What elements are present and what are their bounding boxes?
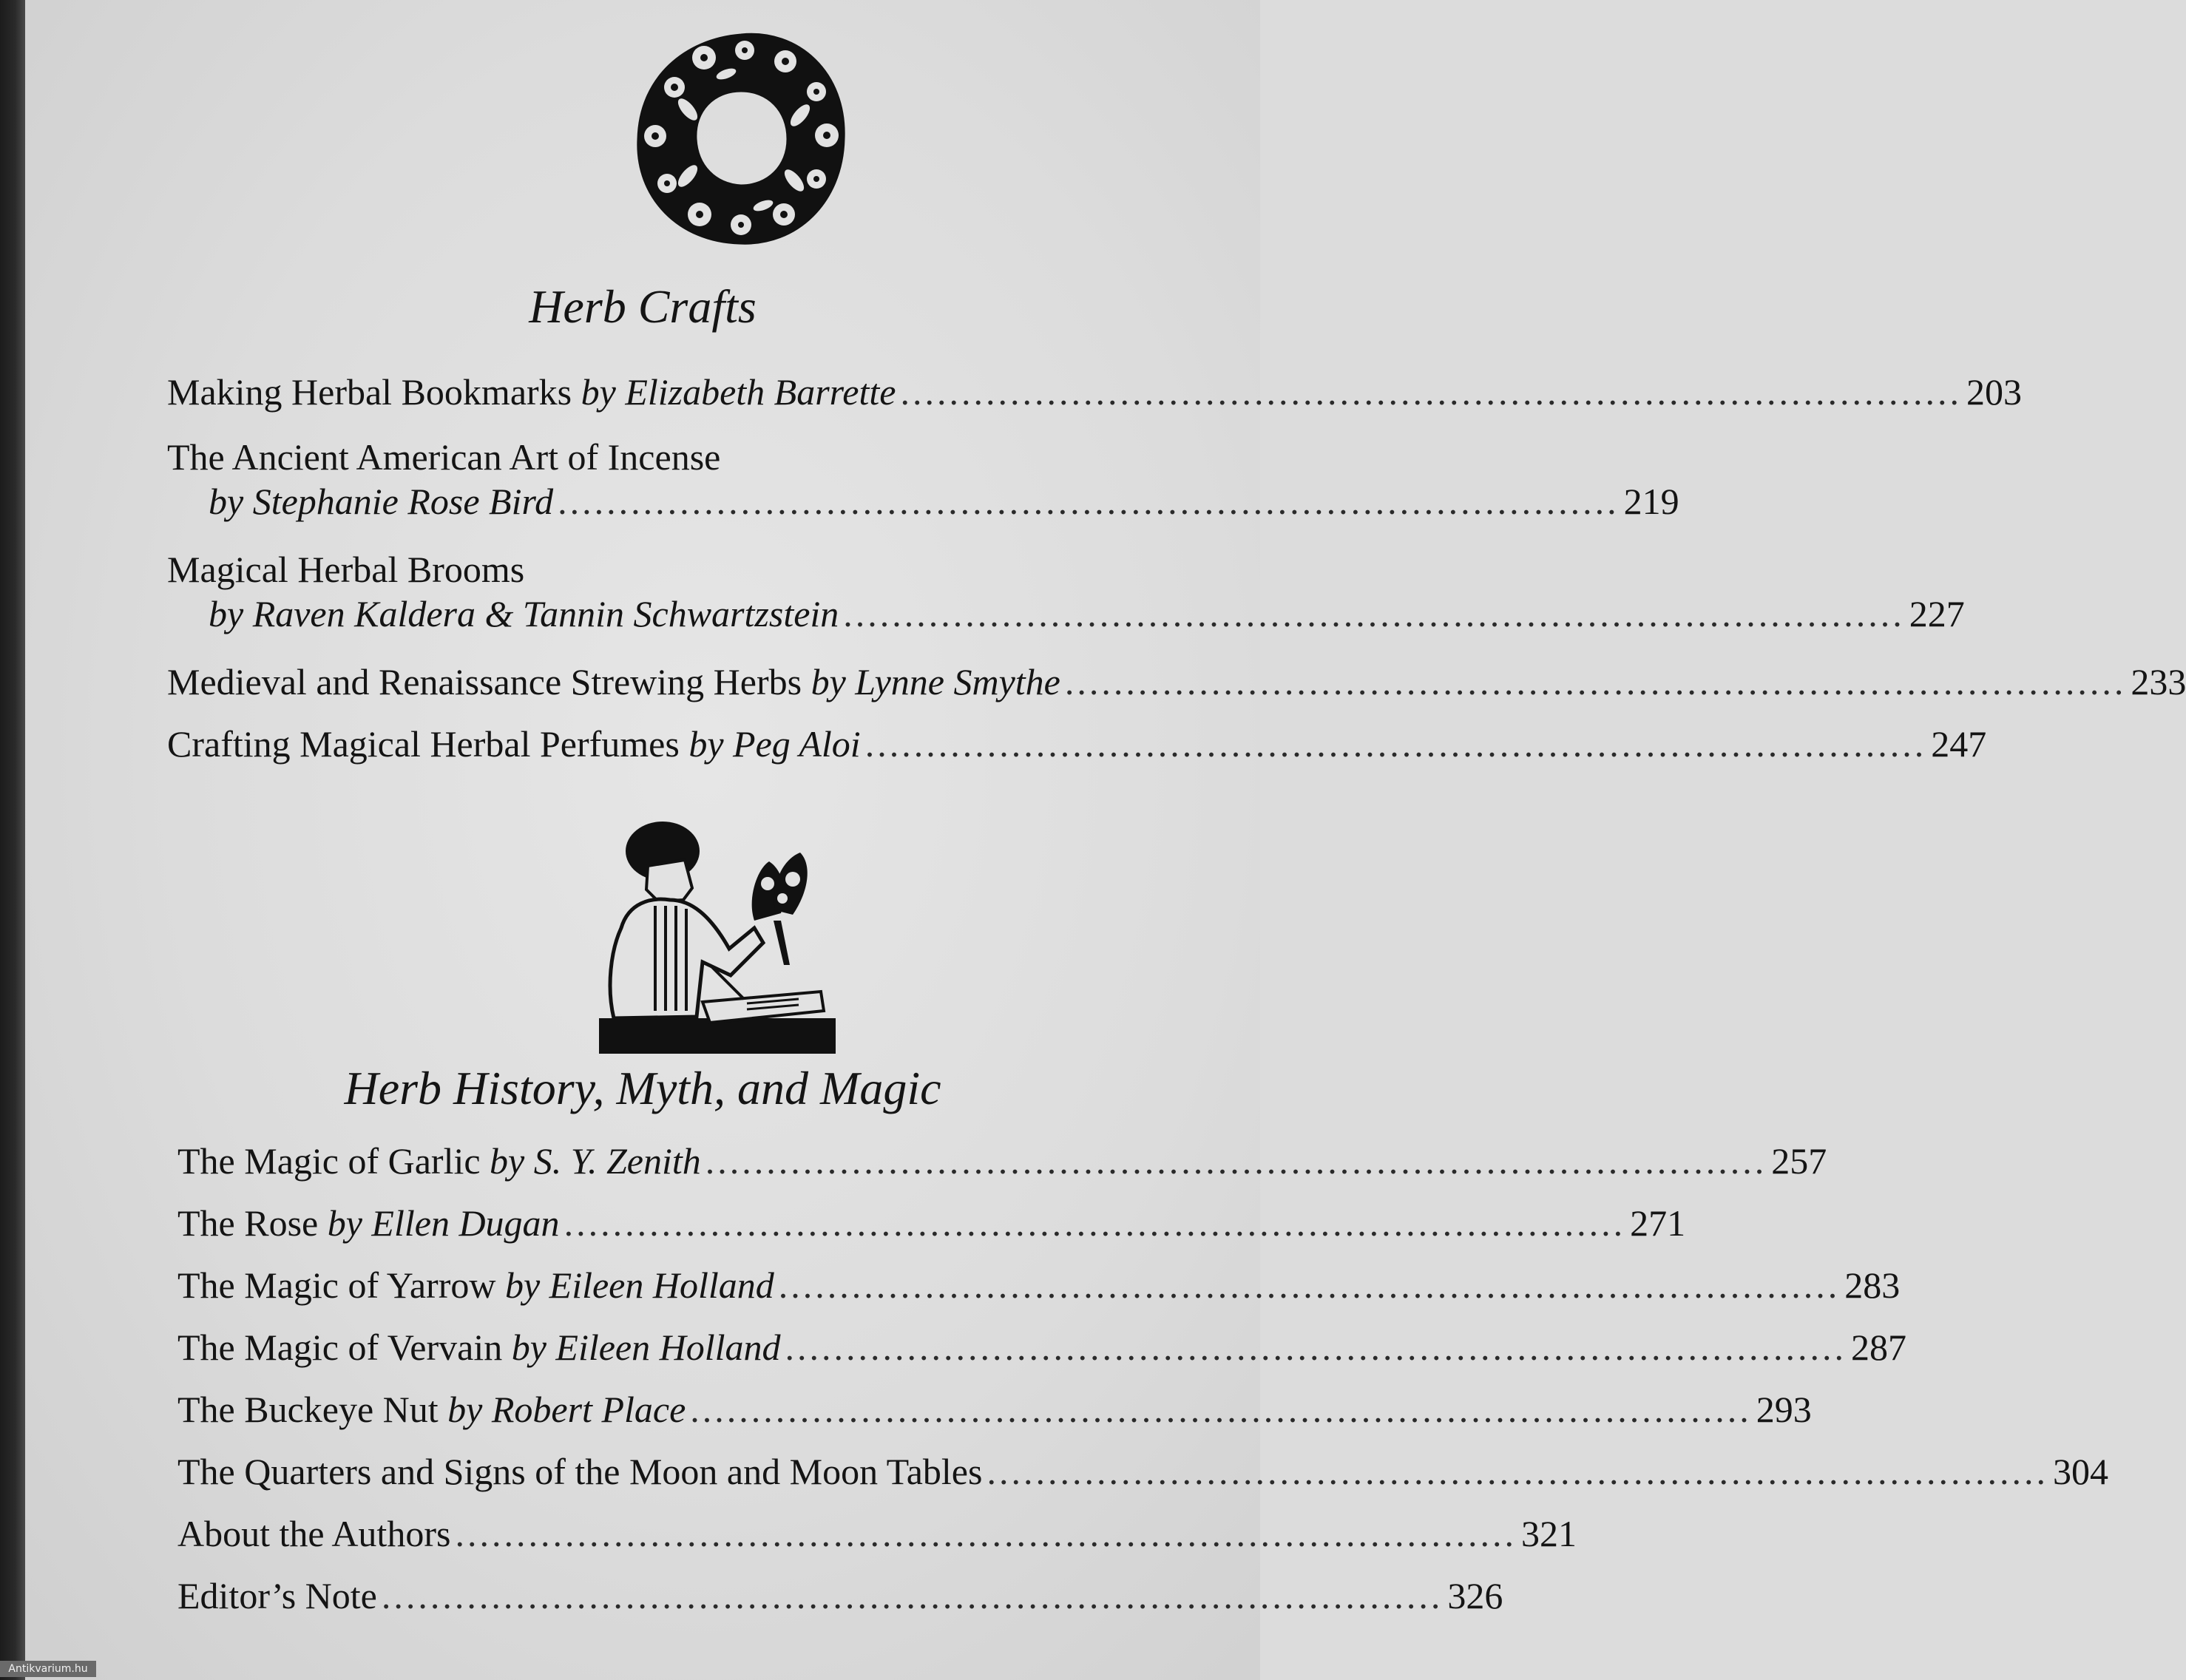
dot-leader: .......................................................................................	[455, 1513, 1517, 1554]
toc-entry[interactable]	[167, 660, 2186, 722]
entry-author: by Raven Kaldera & Tannin Schwartzstein	[209, 593, 839, 634]
entry-title: The Magic of Garlic	[177, 1140, 481, 1182]
entry-title: The Rose	[177, 1202, 319, 1244]
entry-title: The Quarters and Signs of the Moon and Moon Tables	[177, 1451, 983, 1492]
entry-page-number: 287	[1851, 1327, 1907, 1368]
entry-page-number: 293	[1756, 1389, 1812, 1430]
entry-title: The Buckeye Nut	[177, 1389, 439, 1430]
dot-leader: .......................................................................................	[900, 371, 1962, 413]
dot-leader: .......................................................................................	[564, 1202, 1626, 1244]
entry-page-number: 283	[1844, 1264, 1901, 1306]
entry-author: by Robert Place	[447, 1389, 686, 1430]
source-watermark: Antikvarium.hu	[0, 1661, 96, 1677]
dot-leader: .......................................................................................	[690, 1389, 1752, 1430]
entry-page-number: 247	[1931, 723, 1987, 765]
toc-entry[interactable]	[177, 1263, 1901, 1325]
toc-entry[interactable]	[177, 1201, 1686, 1263]
toc-entry[interactable]	[167, 370, 2022, 435]
entry-page-number: 227	[1909, 593, 1965, 634]
toc-entry[interactable]	[167, 547, 1965, 660]
toc-entry[interactable]	[177, 1387, 1812, 1449]
toc-entry[interactable]	[177, 1511, 1577, 1574]
entry-page-number: 233	[2131, 661, 2186, 702]
entry-author: by Lynne Smythe	[811, 661, 1060, 702]
entry-title: About the Authors	[177, 1513, 451, 1554]
book-spine-shadow	[0, 0, 25, 1680]
entry-title: The Magic of Vervain	[177, 1327, 503, 1368]
entry-author: by S. Y. Zenith	[490, 1140, 701, 1182]
toc-entry[interactable]	[177, 1449, 2108, 1511]
entry-author: by Eileen Holland	[511, 1327, 781, 1368]
section-title-herb-history: Herb History, Myth, and Magic	[344, 1062, 941, 1114]
entry-title: Making Herbal Bookmarks	[167, 371, 572, 413]
entry-page-number: 219	[1623, 481, 1679, 522]
section-title-herb-crafts: Herb Crafts	[529, 280, 757, 333]
toc-list-herb-crafts	[167, 370, 2186, 784]
entry-author: by Ellen Dugan	[327, 1202, 560, 1244]
entry-author: by Eileen Holland	[504, 1264, 774, 1306]
flower-wreath-icon	[623, 21, 859, 257]
entry-author: by Peg Aloi	[688, 723, 861, 765]
entry-title: Medieval and Renaissance Strewing Herbs	[167, 661, 802, 702]
toc-entry[interactable]	[177, 1139, 1827, 1201]
dot-leader: .......................................................................................	[864, 723, 1927, 765]
entry-page-number: 321	[1520, 1513, 1577, 1554]
scholar-with-herbs-icon	[599, 817, 836, 1054]
toc-entry[interactable]	[167, 722, 1987, 784]
entry-page-number: 257	[1771, 1140, 1827, 1182]
entry-page-number: 304	[2052, 1451, 2108, 1492]
dot-leader: .......................................................................................	[1064, 661, 2127, 702]
dot-leader: .......................................................................................	[785, 1327, 1847, 1368]
toc-entry[interactable]	[167, 435, 1679, 547]
dot-leader: .......................................................................................	[558, 481, 1620, 522]
toc-page	[25, 0, 2186, 1680]
toc-list-herb-history	[177, 1139, 2108, 1636]
entry-title: The Magic of Yarrow	[177, 1264, 496, 1306]
entry-page-number: 271	[1630, 1202, 1686, 1244]
dot-leader: .......................................................................................	[381, 1575, 1444, 1616]
entry-page-number: 326	[1447, 1575, 1503, 1616]
dot-leader: .......................................................................................	[843, 593, 1905, 634]
entry-title: Editor’s Note	[177, 1575, 377, 1616]
entry-author: by Elizabeth Barrette	[581, 371, 896, 413]
entry-author: by Stephanie Rose Bird	[209, 481, 554, 522]
entry-title: Crafting Magical Herbal Perfumes	[167, 723, 680, 765]
entry-title: The Ancient American Art of Incense	[167, 436, 721, 478]
dot-leader: .......................................................................................	[705, 1140, 1767, 1182]
entry-page-number: 203	[1966, 371, 2022, 413]
dot-leader: .......................................................................................	[987, 1451, 2048, 1492]
entry-title: Magical Herbal Brooms	[167, 549, 525, 590]
toc-entry[interactable]	[177, 1574, 1503, 1636]
dot-leader: .......................................................................................	[778, 1264, 1841, 1306]
toc-entry[interactable]	[177, 1325, 1907, 1387]
